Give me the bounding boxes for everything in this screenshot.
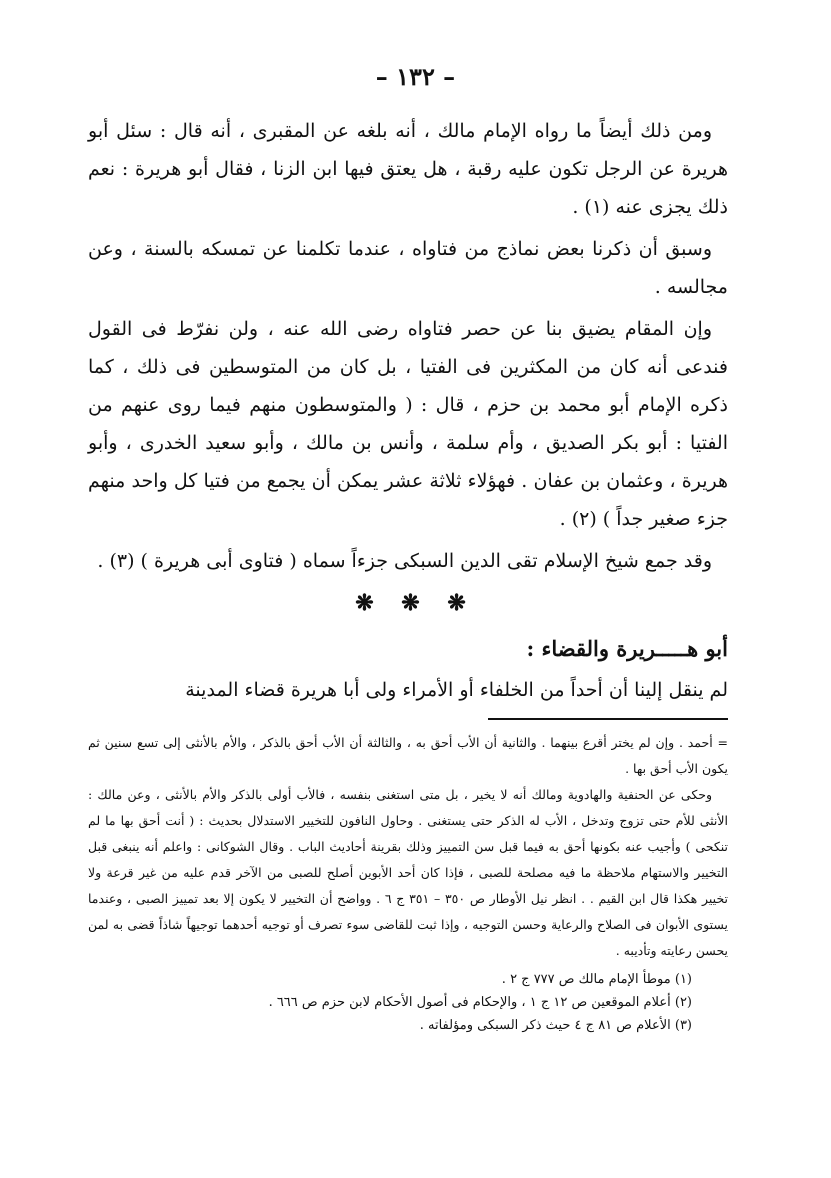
footnote-item: (٣) الأعلام ص ٨١ ج ٤ حيث ذكر السبكى ومؤلفاته . xyxy=(419,1018,692,1033)
section-divider-ornament: ❋ ❋ ❋ xyxy=(355,590,476,616)
footnote-list xyxy=(88,968,728,1037)
paragraph: ومن ذلك أيضاً ما رواه الإمام مالك ، أنه بلغه عن المقبرى ، أنه قال : سئل أبو هريرة عن الرجل تكون عليه رقبة ، هل يعتق فيها ابن الزنا ، فقال أبو هريرة : نعم ذلك يجزى عنه (١) . xyxy=(88,120,728,218)
section-heading: أبو هـــــريرة والقضاء : xyxy=(526,636,728,661)
footnote-continuation: وحكى عن الحنفية والهادوية ومالك أنه لا يخير ، بل متى استغنى بنفسه ، فالأب أولى بالذكر والأم بالأنثى ، وعن مالك : الأنثى للأم حتى تزوج وتدخل ، الأب له الذكر حتى يستغنى . وحاول النافون للتخيير الاستدلال بحديث : ( أنت أحق بها ما لم تنكحى ) وأجيب عنه بكونها أحق به فيما قبل سن التمييز وذلك بقرينة أحاديث الباب . وقال الشوكانى : واعلم أنه ينبغى قبل التخيير والاستهام ملاحظة ما فيه مصلحة للصبى ، فإذا كان أحد الأبوين أصلح للصبى من الآخر قدم عليه من غير قرعة ولا تخيير هكذا قال ابن القيم . . انظر نيل الأوطار ص ٣٥٠ – ٣٥١ ج ٦ . وواضح أن التخيير لا يكون إلا بعد تمييز الصبى ، وعندما يستوى الأبوان فى الصلاح والرعاية وحسن التوجيه ، وإذا ثبت للقاضى سوء تصرف أو توجيه أحدهما توجيهاً شاذاً قضى به لمن يحسن رعايته وتأديبه . xyxy=(88,787,728,958)
paragraph: وقد جمع شيخ الإسلام تقى الدين السبكى جزءاً سماه ( فتاوى أبى هريرة ) (٣) . xyxy=(97,550,712,572)
paragraph: وسبق أن ذكرنا بعض نماذج من فتاواه ، عندما تكلمنا عن تمسكه بالسنة ، وعن مجالسه . xyxy=(88,238,728,298)
footnote-continuation: = أحمد . وإن لم يختر أقرع بينهما . والثانية أن الأب أحق به ، والثالثة أن الأب أحق بالذكر ، والأم بالأنثى إلى تسع سنين ثم يكون الأب أحق بها . xyxy=(88,735,728,776)
footnote-item: (١) موطأ الإمام مالك ص ٧٧٧ ج ٢ . xyxy=(501,972,692,987)
footnotes xyxy=(88,730,728,1037)
paragraph: وإن المقام يضيق بنا عن حصر فتاواه رضى الله عنه ، ولن نفرّط فى القول فندعى أنه كان من المكثرين فى الفتيا ، بل كان من المتوسطين فى ذلك ، كما ذكره الإمام أبو محمد بن حزم ، قال : ( والمتوسطون منهم فيما روى عنهم من الفتيا : أبو بكر الصديق ، وأم سلمة ، وأنس بن مالك ، وأبو سعيد الخدرى ، وأبو هريرة ، وعثمان بن عفان . فهؤلاء ثلاثة عشر يمكن أن يجمع من فتيا كل واحد منهم جزء صغير جداً ) (٢) . xyxy=(88,318,728,530)
main-text xyxy=(88,112,728,584)
footnote-divider xyxy=(488,718,728,720)
section-first-line: لم ينقل إلينا أن أحداً من الخلفاء أو الأمراء ولى أبا هريرة قضاء المدينة xyxy=(185,679,728,701)
page-number: – ١٣٢ – xyxy=(375,62,456,91)
footnote-item: (٢) أعلام الموقعين ص ١٢ ج ١ ، والإحكام فى أصول الأحكام لابن حزم ص ٦٦٦ . xyxy=(268,995,692,1010)
